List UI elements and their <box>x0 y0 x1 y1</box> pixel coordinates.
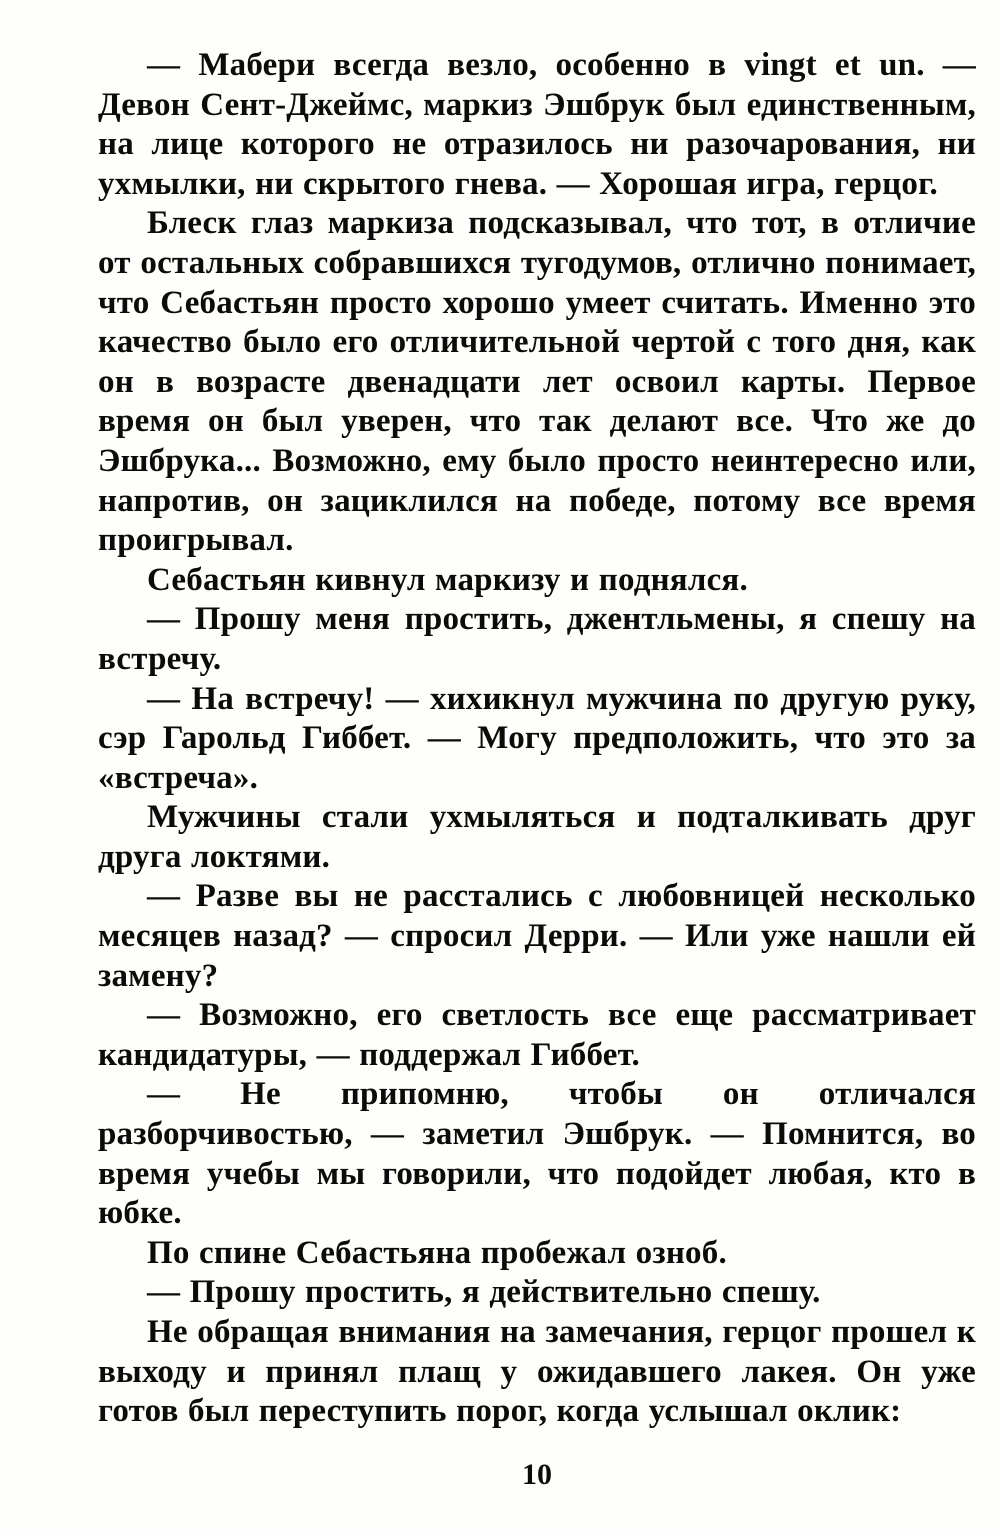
paragraph-10: По спине Себастьяна пробежал озноб. <box>147 1234 727 1271</box>
paragraph-02: Блеск глаз маркиза подсказывал, что тот, в отличие от остальных собравшихся тугодумов, отлично понимает, что Себастьян просто хорошо умеет считать. Именно это качество было его отличительной чертой с того дня, как он в возрасте двенадцати лет освоил карты. Первое время он был уверен, что так делают все. Что же до Эшбрука... Возможно, ему было просто неинтересно или, напротив, он зациклился на победе, потому все время проигрывал. <box>98 205 976 559</box>
paragraph-05: — На встречу! — хихикнул мужчина по другую руку, сэр Гарольд Гиббет. — Могу предположить, что это за «встреча». <box>98 680 976 796</box>
paragraph-08: — Возможно, его светлость все еще рассматривает кандидатуры, — поддержал Гиббет. <box>98 997 976 1073</box>
page-number: 10 <box>522 1458 552 1491</box>
paragraph-03: Себастьян кивнул маркизу и поднялся. <box>147 561 748 598</box>
paragraph-07: — Разве вы не расстались с любовницей несколько месяцев назад? — спросил Дерри. — Или уже нашли ей замену? <box>98 878 976 994</box>
text-block <box>98 46 976 1432</box>
paragraph-04: — Прошу меня простить, джентльмены, я спешу на встречу. <box>98 601 976 677</box>
paragraph-09: — Не припомню, чтобы он отличался разборчивостью, — заметил Эшбрук. — Помнится, во время учебы мы говорили, что подойдет любая, кто в юбке. <box>98 1076 976 1232</box>
paragraph-12: Не обращая внимания на замечания, герцог прошел к выходу и принял плащ у ожидавшего лакея. Он уже готов был переступить порог, когда услышал оклик: <box>98 1314 976 1430</box>
paragraph-06: Мужчины стали ухмыляться и подталкивать друг друга локтями. <box>98 799 976 875</box>
paragraph-01: — Мабери всегда везло, особенно в vingt et un. — Девон Сент-Джеймс, маркиз Эшбрук был единственным, на лице которого не отразилось ни разочарования, ни ухмылки, ни скрытого гнева. — Хорошая игра, герцог. <box>98 47 976 202</box>
paragraph-11: — Прошу простить, я действительно спешу. <box>147 1274 821 1311</box>
